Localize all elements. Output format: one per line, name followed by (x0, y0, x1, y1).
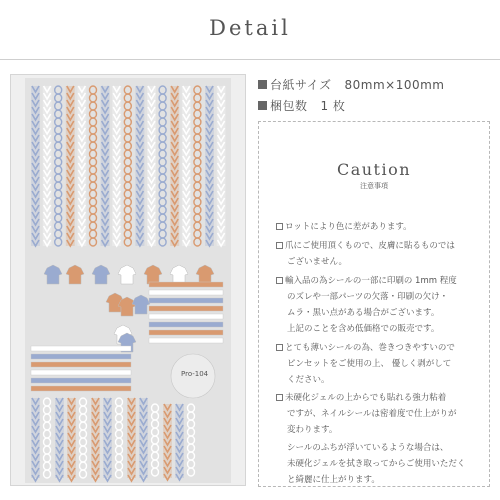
braid-strip (147, 86, 156, 246)
braid-strip (101, 86, 110, 246)
caution-note: とても薄いシールの為、巻きつきやすいので ピンセットをご使用の上、 優しく剥がして ください。 (276, 340, 481, 388)
braid-strips-top (31, 86, 226, 246)
horizontal-strip (31, 346, 131, 351)
braid-strip (182, 86, 191, 246)
horizontal-strip (149, 298, 223, 303)
braid-strip (205, 86, 214, 246)
caution-note: ロットにより色に差があります。 (276, 219, 481, 235)
horizontal-strip (149, 314, 223, 319)
checkbox-icon (276, 223, 283, 230)
braid-strip (77, 86, 86, 246)
sheet-code-label: Pro-104 (181, 370, 209, 378)
caution-subtitle: 注意事項 (360, 182, 388, 190)
spec-row-size: 台紙サイズ 80mm×100mm (258, 76, 445, 93)
horizontal-strip (31, 354, 131, 359)
horizontal-strip (31, 362, 131, 367)
checkbox-icon (276, 344, 283, 351)
square-bullet-icon (258, 80, 267, 89)
braid-strip (170, 86, 179, 246)
braid-strip (43, 86, 52, 246)
horizontal-strip (149, 338, 223, 343)
horizontal-strip (149, 290, 223, 295)
title-divider (0, 59, 500, 60)
horizontal-strip (31, 378, 131, 383)
braid-strip (66, 86, 75, 246)
horizontal-strip (31, 386, 131, 391)
braid-strip (31, 86, 40, 246)
caution-box (258, 121, 490, 487)
sticker-sheet-image (25, 78, 231, 483)
horizontal-strip (149, 306, 223, 311)
spec-row-quantity: 梱包数 1 枚 (258, 97, 345, 114)
horizontal-strip (149, 322, 223, 327)
caution-note: 未硬化ジェルの上からでも貼れる強力粘着 ですが、ネイルシールは密着度で仕上がりが 変わります。 (276, 390, 481, 438)
braid-strip (217, 86, 226, 246)
caution-note: 輸入品の為シールの一部に印刷の 1mm 程度 のズレや一部パーツの欠落・印刷の欠け・ ムラ・黒い点がある場合がございます。 上記のことを含め低価格での販売です。 (276, 273, 481, 337)
braid-strip (135, 86, 144, 246)
page-title: Detail (209, 16, 291, 40)
checkbox-icon (276, 394, 283, 401)
horizontal-strip (31, 370, 131, 375)
horizontal-strip (149, 330, 223, 335)
checkbox-icon (276, 242, 283, 249)
checkbox-icon (276, 277, 283, 284)
caution-note: シールのふちが浮いているような場合は、 未硬化ジェルを拭き取ってからご使用いただく と綺麗に仕上がります。 (287, 443, 466, 485)
square-bullet-icon (258, 101, 267, 110)
braid-strip (112, 86, 121, 246)
horizontal-strip (149, 282, 223, 287)
caution-title: Caution (336, 160, 412, 179)
caution-note: 爪にご使用頂くもので、皮膚に貼るものでは ございません。 (276, 238, 481, 270)
